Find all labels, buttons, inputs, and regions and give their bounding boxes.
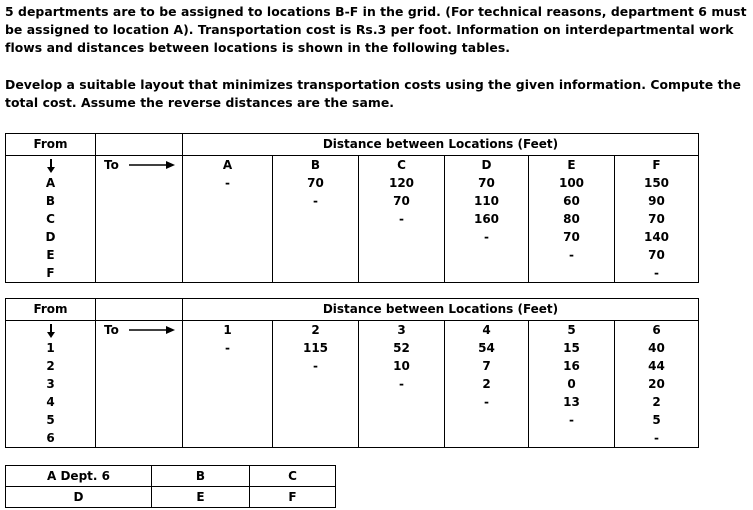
distance-table-to-wrap xyxy=(104,156,175,174)
distance-table-row-spacer xyxy=(96,210,183,228)
distance-table-cell: 70 xyxy=(273,174,359,192)
distance-table-column-header: A xyxy=(183,156,273,175)
flow-table-row-spacer xyxy=(96,357,183,375)
flow-table-cell xyxy=(273,393,359,411)
flow-table-cell: 54 xyxy=(445,339,529,357)
flow-table-header-row-2 xyxy=(6,321,699,340)
flow-table-cell: 0 xyxy=(529,375,615,393)
flow-table-header-spacer xyxy=(96,299,183,321)
distance-table-cell xyxy=(183,246,273,264)
flow-table-cell: - xyxy=(529,411,615,429)
flow-table-cell: - xyxy=(273,357,359,375)
flow-table-row-label: 2 xyxy=(6,357,96,375)
flow-table-cell: 15 xyxy=(529,339,615,357)
flow-table-row-spacer xyxy=(96,339,183,357)
distance-table-row-label: B xyxy=(6,192,96,210)
distance-table-cell: 70 xyxy=(445,174,529,192)
flow-table-cell: 115 xyxy=(273,339,359,357)
distance-table-row-spacer xyxy=(96,174,183,192)
flow-table-cell: 52 xyxy=(359,339,445,357)
layout-cell-e: E xyxy=(152,487,250,508)
distance-table-cell: 70 xyxy=(615,210,699,228)
flow-table-body xyxy=(6,299,699,448)
flow-table-row xyxy=(6,411,699,429)
flow-table-column-header: 2 xyxy=(273,321,359,340)
flow-table-cell xyxy=(273,375,359,393)
distance-table-cell xyxy=(445,264,529,283)
distance-table-cell xyxy=(359,228,445,246)
distance-table-row xyxy=(6,246,699,264)
layout-cell-f: F xyxy=(250,487,336,508)
flow-table-cell xyxy=(273,429,359,448)
distance-table-row-spacer xyxy=(96,228,183,246)
distance-table xyxy=(5,133,699,283)
distance-table-column-header: E xyxy=(529,156,615,175)
flow-table-cell: 5 xyxy=(615,411,699,429)
distance-table-cell xyxy=(529,264,615,283)
layout-cell-a: A Dept. 6 xyxy=(6,466,152,487)
flow-table-row-spacer xyxy=(96,411,183,429)
distance-table-cell xyxy=(273,228,359,246)
distance-table-row xyxy=(6,210,699,228)
distance-table-from-label: From xyxy=(6,134,96,156)
layout-cell-c: C xyxy=(250,466,336,487)
flow-table-row-label: 1 xyxy=(6,339,96,357)
flow-table-cell: 20 xyxy=(615,375,699,393)
distance-table-header-row-1 xyxy=(6,134,699,156)
flow-table-cell: 10 xyxy=(359,357,445,375)
flow-table-cell: - xyxy=(359,375,445,393)
distance-table-cell xyxy=(273,246,359,264)
distance-table-column-header: B xyxy=(273,156,359,175)
distance-table-cell: 60 xyxy=(529,192,615,210)
distance-table-cell: - xyxy=(445,228,529,246)
flow-table-cell xyxy=(445,411,529,429)
flow-table-row-spacer xyxy=(96,393,183,411)
distance-table-to-label: To xyxy=(104,158,119,172)
flow-table-row xyxy=(6,375,699,393)
flow-table-cell xyxy=(445,429,529,448)
distance-table-cell: 70 xyxy=(359,192,445,210)
flow-table-row xyxy=(6,357,699,375)
distance-table-row xyxy=(6,192,699,210)
distance-table-cell xyxy=(273,210,359,228)
flow-table-to-cell xyxy=(96,321,183,340)
flow-table-cell: 2 xyxy=(445,375,529,393)
flow-table-column-header: 3 xyxy=(359,321,445,340)
distance-table-cell: - xyxy=(183,174,273,192)
distance-table-cell xyxy=(183,264,273,283)
distance-table-cell xyxy=(183,228,273,246)
distance-table-cell: - xyxy=(359,210,445,228)
distance-table-body xyxy=(6,134,699,283)
distance-table-row-label: A xyxy=(6,174,96,192)
layout-cell-d: D xyxy=(6,487,152,508)
distance-table-from-arrow-cell xyxy=(6,156,96,175)
flow-table-cell xyxy=(183,357,273,375)
flow-table-row xyxy=(6,429,699,448)
distance-table-column-header: D xyxy=(445,156,529,175)
distance-table-to-cell xyxy=(96,156,183,175)
flow-table-row-spacer xyxy=(96,375,183,393)
flow-table-from-label: From xyxy=(6,299,96,321)
flow-table-row-label: 5 xyxy=(6,411,96,429)
distance-table-cell: 120 xyxy=(359,174,445,192)
distance-table-cell: 110 xyxy=(445,192,529,210)
problem-line-1: 5 departments are to be assigned to locations B-F in the grid. (For technical reasons, department 6 must xyxy=(5,4,747,19)
distance-table-cell xyxy=(445,246,529,264)
problem-line-3: flows and distances between locations is shown in the following tables. xyxy=(5,40,511,55)
flow-table-cell xyxy=(359,411,445,429)
distance-table-cell: - xyxy=(273,192,359,210)
flow-table-row xyxy=(6,393,699,411)
flow-table-cell xyxy=(183,375,273,393)
task-line-2: total cost. Assume the reverse distances are the same. xyxy=(5,95,395,110)
distance-table-cell xyxy=(183,210,273,228)
flow-table-cell: - xyxy=(445,393,529,411)
distance-table-cell xyxy=(273,264,359,283)
distance-table-cell xyxy=(183,192,273,210)
flow-table-row-spacer xyxy=(96,429,183,448)
distance-table-cell: - xyxy=(615,264,699,283)
flow-table-row xyxy=(6,339,699,357)
distance-table-column-header: C xyxy=(359,156,445,175)
flow-table-cell: - xyxy=(615,429,699,448)
flow-table-cell xyxy=(183,429,273,448)
flow-table-column-header: 1 xyxy=(183,321,273,340)
flow-table-row-label: 4 xyxy=(6,393,96,411)
flow-table-column-header: 6 xyxy=(615,321,699,340)
distance-table-row xyxy=(6,174,699,192)
flow-table-cell: 7 xyxy=(445,357,529,375)
distance-table-row-label: E xyxy=(6,246,96,264)
flow-table-cell: 16 xyxy=(529,357,615,375)
distance-table-row-spacer xyxy=(96,264,183,283)
problem-line-2: be assigned to location A). Transportation cost is Rs.3 per foot. Information on interdepartmental work xyxy=(5,22,734,37)
flow-table-cell xyxy=(183,393,273,411)
distance-table-cell: 150 xyxy=(615,174,699,192)
distance-table-row-label: D xyxy=(6,228,96,246)
down-arrow-icon xyxy=(46,159,56,173)
distance-table-cell: 100 xyxy=(529,174,615,192)
flow-table-from-arrow-cell xyxy=(6,321,96,340)
flow-table-title: Distance between Locations (Feet) xyxy=(183,299,699,321)
flow-table-cell xyxy=(273,411,359,429)
distance-table-cell: 70 xyxy=(615,246,699,264)
flow-table-column-header: 5 xyxy=(529,321,615,340)
distance-table-row-label: F xyxy=(6,264,96,283)
flow-table xyxy=(5,298,699,448)
flow-table-cell xyxy=(359,429,445,448)
distance-table-row xyxy=(6,264,699,283)
distance-table-cell: 160 xyxy=(445,210,529,228)
flow-table-to-label: To xyxy=(104,323,119,337)
flow-table-cell xyxy=(529,429,615,448)
flow-table-row-label: 6 xyxy=(6,429,96,448)
flow-table-cell: - xyxy=(183,339,273,357)
problem-statement xyxy=(5,3,747,57)
distance-table-cell: - xyxy=(529,246,615,264)
distance-table-cell: 90 xyxy=(615,192,699,210)
distance-table-row xyxy=(6,228,699,246)
task-line-1: Develop a suitable layout that minimizes transportation costs using the given information. Compute the xyxy=(5,77,741,92)
distance-table-title: Distance between Locations (Feet) xyxy=(183,134,699,156)
layout-cell-b: B xyxy=(152,466,250,487)
flow-table-row-label: 3 xyxy=(6,375,96,393)
flow-table-cell xyxy=(359,393,445,411)
distance-table-row-label: C xyxy=(6,210,96,228)
distance-table-cell: 70 xyxy=(529,228,615,246)
flow-table-cell: 2 xyxy=(615,393,699,411)
distance-table-cell xyxy=(359,246,445,264)
distance-table-header-row-2 xyxy=(6,156,699,175)
layout-row-2 xyxy=(6,487,336,508)
right-arrow-icon xyxy=(129,326,175,334)
distance-table-row-spacer xyxy=(96,192,183,210)
down-arrow-icon xyxy=(46,324,56,338)
distance-table-cell: 80 xyxy=(529,210,615,228)
flow-table-header-row-1 xyxy=(6,299,699,321)
distance-table-header-spacer xyxy=(96,134,183,156)
flow-table-column-header: 4 xyxy=(445,321,529,340)
distance-table-cell xyxy=(359,264,445,283)
flow-table-cell xyxy=(183,411,273,429)
flow-table-cell: 44 xyxy=(615,357,699,375)
location-layout-grid xyxy=(5,465,336,508)
flow-table-cell: 40 xyxy=(615,339,699,357)
distance-table-cell: 140 xyxy=(615,228,699,246)
task-statement xyxy=(5,76,747,112)
flow-table-to-wrap xyxy=(104,321,175,339)
flow-table-cell: 13 xyxy=(529,393,615,411)
layout-row-1 xyxy=(6,466,336,487)
right-arrow-icon xyxy=(129,161,175,169)
distance-table-row-spacer xyxy=(96,246,183,264)
distance-table-column-header: F xyxy=(615,156,699,175)
